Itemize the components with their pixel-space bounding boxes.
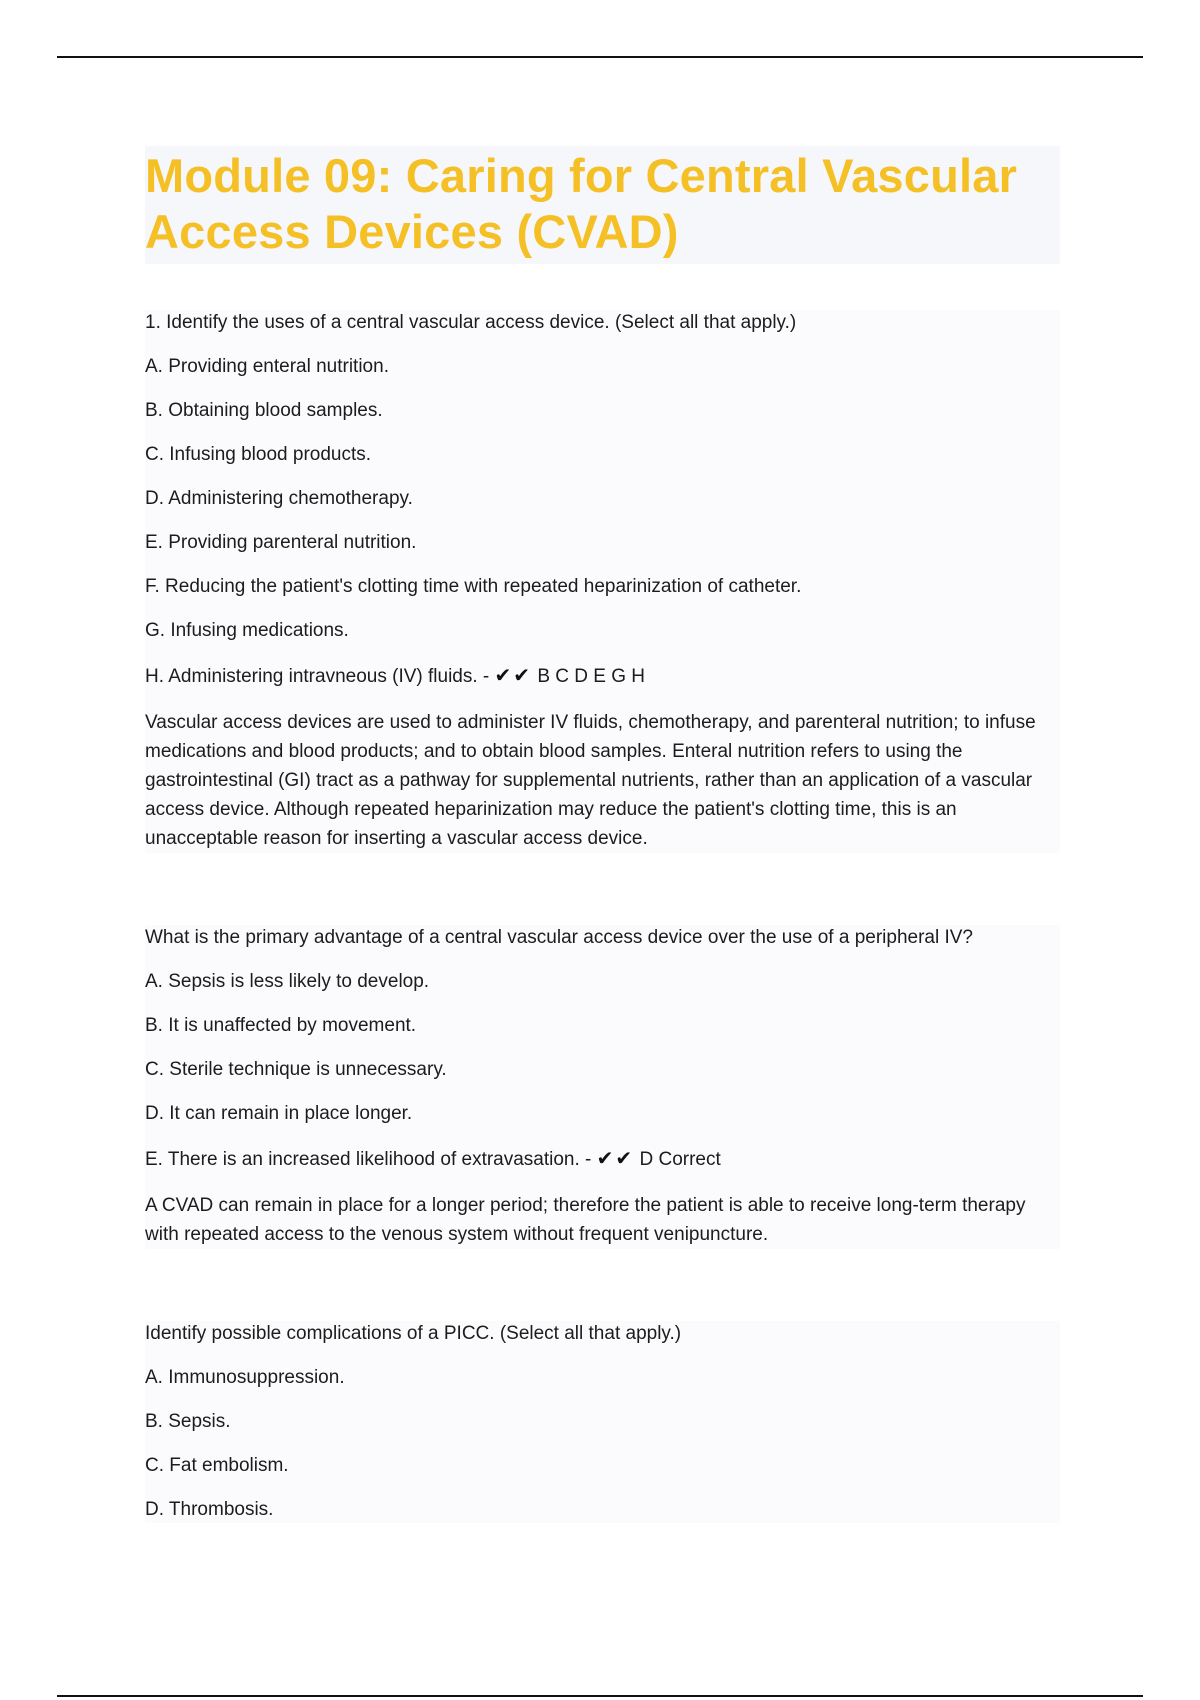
- checkmark-icon: ✔✔: [596, 1146, 635, 1170]
- top-rule: [57, 56, 1143, 58]
- option: D. Thrombosis.: [145, 1499, 274, 1520]
- bottom-rule: [57, 1695, 1143, 1697]
- option-with-answer: [145, 1145, 1060, 1173]
- option: G. Infusing medications.: [145, 620, 349, 641]
- option: A. Immunosuppression.: [145, 1367, 345, 1388]
- option: A. Providing enteral nutrition.: [145, 356, 389, 377]
- option: E. Providing parenteral nutrition.: [145, 532, 417, 553]
- option-text: H. Administering intravneous (IV) fluids. -: [145, 666, 490, 687]
- option: B. Obtaining blood samples.: [145, 400, 383, 421]
- option: C. Infusing blood products.: [145, 444, 372, 465]
- option: B. It is unaffected by movement.: [145, 1015, 417, 1036]
- question-stem: Identify possible complications of a PICC. (Select all that apply.): [145, 1323, 682, 1344]
- checkmark-icon: ✔✔: [494, 663, 533, 687]
- explanation: Vascular access devices are used to administer IV fluids, chemotherapy, and parenteral nutrition; to infuse medications and blood products; and to obtain blood samples. Enteral nutrition refers to using the gastrointestinal (GI) tract as a pathway for supplemental nutrients, rather than an application of a vascular access device. Although repeated heparinization may reduce the patient's clotting time, this is an unacceptable reason for inserting a vascular access device.: [145, 712, 1036, 849]
- option: A. Sepsis is less likely to develop.: [145, 971, 430, 992]
- question-stem: 1. Identify the uses of a central vascular access device. (Select all that apply.): [145, 312, 797, 333]
- option: C. Sterile technique is unnecessary.: [145, 1059, 447, 1080]
- title-banner: [145, 146, 1060, 264]
- question-2: [145, 925, 1060, 1249]
- option: F. Reducing the patient's clotting time with repeated heparinization of catheter.: [145, 576, 802, 597]
- option-text: E. There is an increased likelihood of extravasation. -: [145, 1149, 592, 1170]
- document-body: [145, 146, 1060, 1541]
- explanation: A CVAD can remain in place for a longer period; therefore the patient is able to receive long-term therapy with repeated access to the venous system without frequent venipuncture.: [145, 1195, 1026, 1245]
- answer-key: B C D E G H: [537, 666, 646, 687]
- option: D. Administering chemotherapy.: [145, 488, 413, 509]
- question-1: [145, 310, 1060, 853]
- answer-key: D Correct: [639, 1149, 721, 1170]
- option: C. Fat embolism.: [145, 1455, 289, 1476]
- question-3: [145, 1321, 1060, 1523]
- question-stem: What is the primary advantage of a central vascular access device over the use of a peripheral IV?: [145, 927, 973, 948]
- page-title: Module 09: Caring for Central Vascular Access Devices (CVAD): [145, 149, 1018, 258]
- option: B. Sepsis.: [145, 1411, 231, 1432]
- option: D. It can remain in place longer.: [145, 1103, 413, 1124]
- option-with-answer: [145, 662, 1060, 690]
